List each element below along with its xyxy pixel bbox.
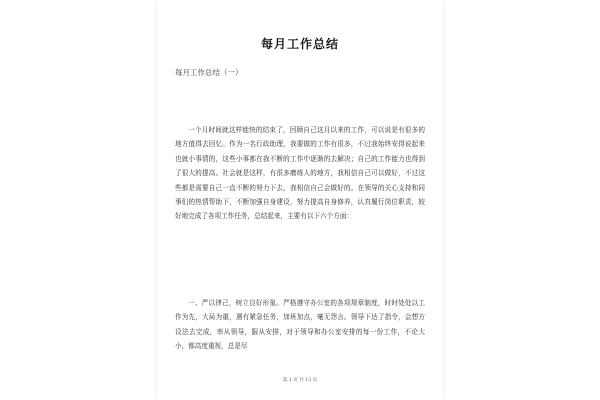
document-page: [157, 0, 443, 400]
page-footer: 第 1 页 共 13 页: [282, 378, 318, 383]
document-title: 每月工作总结: [260, 37, 339, 51]
paragraph-2: 一、严以律己，树立良好形象。严格遵守办公室的各项规章制度，时时处处以工作为先，大局为重，遇有紧急任务，加班加点，毫无怨言。领导下达了指令，会想方设法去完成，率从领导，服从安排，对于领导和办公室安排的每一份工作，不论大小，都高度重视，总是尽: [175, 299, 425, 351]
paragraph-1: 一个月时间就这样能快的结束了，回顾自己这月以来的工作，可以说是有很多的地方值得去回忆。作为一名行政助理，我要做的工作有很多，不过我始终安得说起来也就小事情的，这些小事都在我不断的工作中逐渐的去解决；自己的工作能力也得到了很大的提高。社会就是这样，有很多磨练人的地方，我相信自己可以做好，不过这些都是需要自己一直不断的努力下去，我相信自己会做好的。在领导的关心支持和同事们的热情帮助下，不断加强自身建设，努力提高自身修养，认真履行岗位职责，较好地完成了各项工作任务，总结起来，主要有以下六个方面：: [175, 126, 425, 221]
document-subtitle: 每月工作总结（一）: [175, 68, 243, 77]
